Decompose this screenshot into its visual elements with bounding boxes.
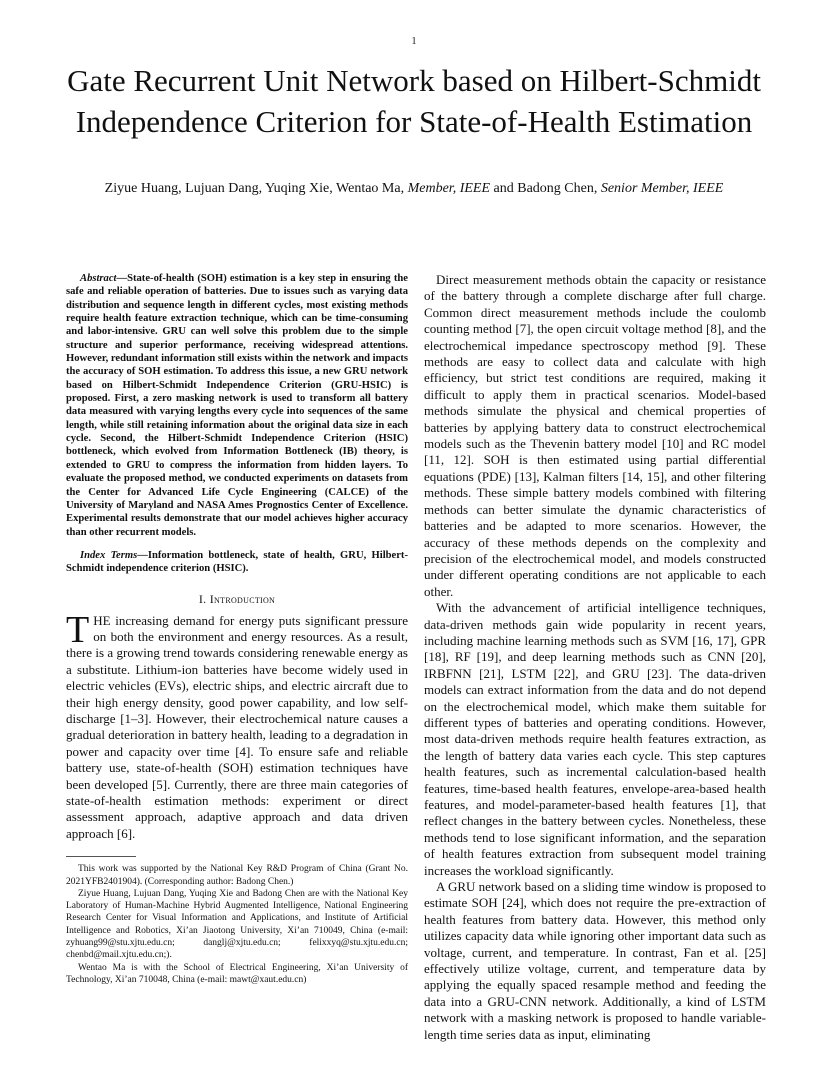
intro-text: increasing demand for energy puts significant pressure on both the environment and energy resources. As a result, there is a growing trend towards considering renewable energy as a substitute. Lithium-ion batteries have become widely used in electric vehicles (EVs), electric ships, and electric aircraft due to their high energy density, good power capability, and low self-discharge [1–3]. However, their electrochemical nature causes a gradual deterioration in battery health, leading to a degradation in power and capacity over time [4]. To ensure safe and reliable battery use, state-of-health (SOH) estimation techniques have been developed [5]. Currently, there are three main categories of state-of-health estimation methods: experiment or direct assessment approach, adaptive approach and data driven approach [6].	[66, 612, 408, 841]
abstract-text: —State-of-health (SOH) estimation is a key step in ensuring the safe and reliable operation of batteries. Due to issues such as varying data distribution and sequence length in different cycles, most existing methods require health feature extraction technique, which can be time-consuming and labor-intensive. GRU can well solve this problem due to the simple structure and superior performance, receiving widespread attentions. However, redundant information still exists within the network and impacts the accuracy of SOH estimation. To address this issue, a new GRU network based on Hilbert-Schmidt Independence Criterion (GRU-HSIC) is proposed. First, a zero masking network is used to transform all battery data measured with varying lengths every cycle into sequences of the same length, while still retaining information about the original data size in each cycle. Second, the Hilbert-Schmidt Independence Criterion (HSIC) bottleneck, which evolved from Information Bottleneck (IB) theory, is extended to GRU to compress the information from hidden layers. To evaluate the proposed method, we conducted experiments on datasets from the Center for Advanced Life Cycle Engineering (CALCE) of the University of Maryland and NASA Ames Prognostics Center of Excellence. Experimental results demonstrate that our model achieves higher accuracy than other recurrent models.	[66, 273, 408, 538]
footnote-affiliation-xaut: Wentao Ma is with the School of Electrical Engineering, Xi’an University of Technology, Xi’an 710048, China (e-mail: mawt@xaut.edu.cn)	[66, 962, 408, 985]
index-terms	[66, 549, 408, 576]
author-role-2: Senior Member, IEEE	[600, 181, 724, 196]
paragraph-data-driven: With the advancement of artificial intelligence techniques, data-driven methods gain wide popularity in recent years, including machine learning methods such as SVM [16, 17], GPR [18], RF [19], and deep learning methods such as CNN [20], IRBFNN [21], LSTM [22], and GRU [23]. The data-driven models can extract information from the data and do not depend on the electrochemical model, which make them suitable for different types of batteries and operating conditions. However, most data-driven methods require health features extraction, as the length of battery data varies each cycle. This step captures health features, such as incremental calculation-based health features, time-based health features, envelope-area-based health features, and model-parameter-based health features [1], that reflect changes in the battery between cycles. Nonetheless, these methods tend to lose significant information, and the separation of health features extraction from subsequent model training increases the workload significantly.	[424, 600, 766, 878]
right-column	[424, 272, 766, 1043]
intro-lead-word: HE	[93, 612, 111, 628]
section-heading-introduction	[66, 592, 408, 607]
author-line	[40, 181, 788, 197]
paper-title: Gate Recurrent Unit Network based on Hilbert-Schmidt Independence Criterion for State-of-Health Estimation	[67, 63, 761, 139]
paragraph-gru-network: A GRU network based on a sliding time window is proposed to estimate SOH [24], which does not require the pre-extraction of health features from battery data. However, this method only utilizes capacity data while ignoring other important data such as voltage, current, and temperature. In contrast, Fan et al. [25] effectively utilize voltage, current, and temperature data by applying the equally spaced resample method and feeding the data into a GRU-CNN network. Additionally, a kind of LSTM network with a masking network is proposed to handle variable-length time series data as input, eliminating	[424, 879, 766, 1042]
footnote-funding: This work was supported by the National Key R&D Program of China (Grant No. 2021YFB2401904). (Corresponding author: Badong Chen.)	[66, 864, 408, 887]
abstract-label: Abstract	[80, 273, 117, 284]
section-title: Introduction	[209, 591, 276, 606]
paragraph-direct-measurement: Direct measurement methods obtain the capacity or resistance of the battery through a complete discharge after full charge. Common direct measurement methods include the coulomb counting method [7], the open circuit voltage method [8], and the electrochemical impedance spectroscopy method [9]. These methods are easy to collect data and calculate with high efficiency, but strict test conditions are required, making it difficult to apply them in practical scenarios. Model-based methods simulate the physical and chemical properties of batteries by applying battery data to construct electrochemical models such as the Thevenin battery model [10] and RC model [11, 12]. SOH is then estimated using partial differential equations (PDE) [13], Kalman filters [14, 15], and other filtering methods. These simple battery models combined with filtering methods can better simulate the dynamic characteristics of batteries and be adapted to more scenarios. However, the accuracy of these methods depends on the complexity and precision of the electrochemical model, and models constructed under different operating conditions are not applicable to each other.	[424, 272, 766, 599]
index-terms-text: —Information bottleneck, state of health, GRU, Hilbert-Schmidt independence criterion (HSIC).	[66, 549, 408, 575]
author-names-1: Ziyue Huang, Lujuan Dang, Yuqing Xie, Wentao Ma,	[104, 181, 408, 196]
page-number: 1	[411, 36, 417, 47]
left-column	[66, 272, 408, 986]
drop-cap: T	[66, 608, 90, 651]
index-terms-label: Index Terms	[80, 549, 138, 561]
footnote-affiliation-xjtu: Ziyue Huang, Lujuan Dang, Yuqing Xie and Badong Chen are with the National Key Laboratory of Human-Machine Hybrid Augmented Intelligence, National Engineering Research Center for Visual Information and Applications, and Institute of Artificial Intelligence and Robotics, Xi’an Jiaotong University, Xi’an 710049, China (e-mail: zyhuang99@stu.xjtu.edu.cn; danglj@xjtu.edu.cn; felixxyq@stu.xjtu.edu.cn; chenbd@mail.xjtu.edu.cn;).	[66, 888, 408, 961]
author-role-1: Member, IEEE	[407, 181, 491, 196]
section-number: I.	[198, 591, 207, 606]
footnote-divider	[66, 856, 136, 857]
author-names-2: and Badong Chen,	[490, 181, 601, 196]
intro-paragraph	[66, 608, 408, 843]
abstract	[66, 272, 408, 539]
